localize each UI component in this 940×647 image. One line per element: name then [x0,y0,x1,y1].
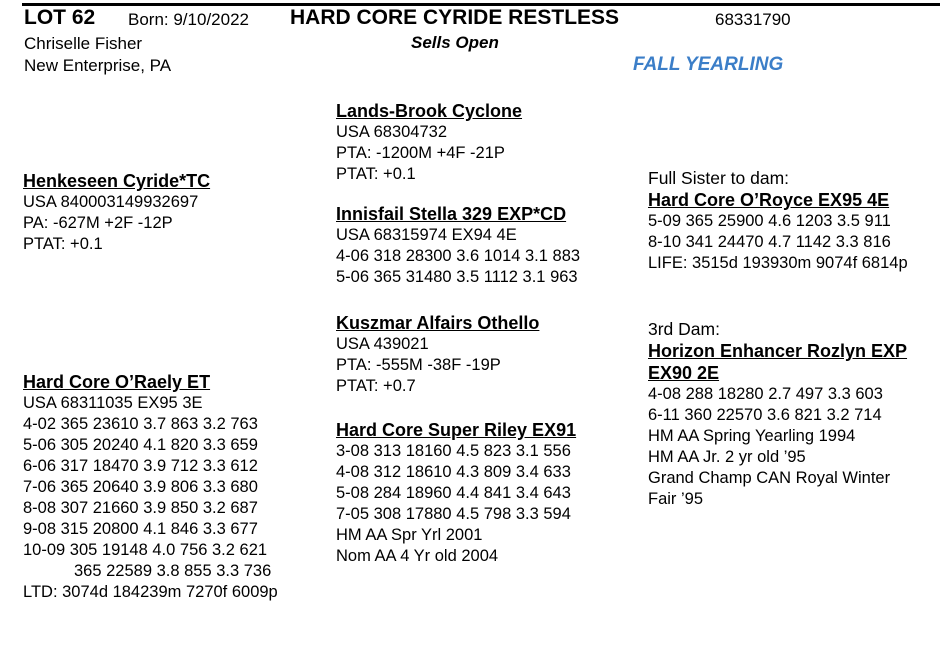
sire-line: PA: -627M +2F -12P [23,214,173,232]
category-label: FALL YEARLING [633,54,784,75]
sire-sire-name: Lands-Brook Cyclone [336,101,523,121]
animal-name-title: HARD CORE CYRIDE RESTLESS [290,6,620,29]
full-sister-name: Hard Core O’Royce EX95 4E [648,190,890,210]
dam-line: 9-08 315 20800 4.1 846 3.3 677 [23,520,258,538]
dam-line: 6-06 317 18470 3.9 712 3.3 612 [23,457,258,475]
third-dam-line: 4-08 288 18280 2.7 497 3.3 603 [648,385,883,403]
dam-line: 7-06 365 20640 3.9 806 3.3 680 [23,478,258,496]
sire-sire-line: PTA: -1200M +4F -21P [336,144,505,162]
dam-line: 4-02 365 23610 3.7 863 3.2 763 [23,415,258,433]
third-dam-line: 6-11 360 22570 3.6 821 3.2 714 [648,406,882,424]
breeder-info [24,33,171,77]
full-sister-block [648,168,908,274]
dam-sire-line: PTA: -555M -38F -19P [336,356,501,374]
dam-block [23,371,278,603]
sire-line: USA 840003149932697 [23,193,199,211]
birth-date: Born: 9/10/2022 [128,10,249,29]
dam-dam-name: Hard Core Super Riley EX91 [336,420,577,440]
sire-sire-block [336,100,522,185]
dam-dam-line: Nom AA 4 Yr old 2004 [336,547,499,565]
third-dam-label: 3rd Dam: [648,319,720,339]
full-sister-line: 8-10 341 24470 4.7 1142 3.3 816 [648,233,891,251]
full-sister-line: 5-09 365 25900 4.6 1203 3.5 911 [648,212,891,230]
dam-dam-line: 7-05 308 17880 4.5 798 3.3 594 [336,505,571,523]
sire-sire-line: PTAT: +0.1 [336,165,416,183]
breeder-location: New Enterprise, PA [24,56,172,75]
breeder-name: Chriselle Fisher [24,34,143,53]
lot-number: LOT 62 [24,6,96,29]
dam-line: 5-06 305 20240 4.1 820 3.3 659 [23,436,258,454]
third-dam-line: HM AA Jr. 2 yr old ’95 [648,448,806,466]
sire-sire-line: USA 68304732 [336,123,448,141]
sire-dam-block [336,203,580,288]
full-sister-label: Full Sister to dam: [648,168,790,188]
third-dam-name-cont: EX90 2E [648,363,720,383]
registration-number: 68331790 [715,10,791,29]
sire-dam-line: 4-06 318 28300 3.6 1014 3.1 883 [336,247,581,265]
sire-name: Henkeseen Cyride*TC [23,171,211,191]
third-dam-line: Fair ’95 [648,490,704,508]
dam-dam-block [336,419,576,567]
dam-sire-line: PTAT: +0.7 [336,377,416,395]
dam-dam-line: 5-08 284 18960 4.4 841 3.4 643 [336,484,571,502]
dam-line-indented: 365 22589 3.8 855 3.3 736 [74,562,272,580]
third-dam-line: Grand Champ CAN Royal Winter [648,469,891,487]
sire-dam-line: 5-06 365 31480 3.5 1112 3.1 963 [336,268,578,286]
dam-name: Hard Core O’Raely ET [23,372,211,392]
sire-dam-name: Innisfail Stella 329 EXP*CD [336,204,567,224]
dam-lifetime: LTD: 3074d 184239m 7270f 6009p [23,583,278,601]
dam-line: USA 68311035 EX95 3E [23,394,203,412]
third-dam-line: HM AA Spring Yearling 1994 [648,427,856,445]
sire-block [23,170,210,255]
dam-dam-line: 3-08 313 18160 4.5 823 3.1 556 [336,442,571,460]
full-sister-line: LIFE: 3515d 193930m 9074f 6814p [648,254,908,272]
sells-status: Sells Open [411,33,499,52]
dam-sire-name: Kuszmar Alfairs Othello [336,313,540,333]
sire-dam-line: USA 68315974 EX94 4E [336,226,517,244]
third-dam-block [648,319,907,510]
dam-line: 8-08 307 21660 3.9 850 3.2 687 [23,499,258,517]
third-dam-name: Horizon Enhancer Rozlyn EXP [648,341,908,361]
dam-line: 10-09 305 19148 4.0 756 3.2 621 [23,541,268,559]
dam-dam-line: 4-08 312 18610 4.3 809 3.4 633 [336,463,571,481]
dam-sire-block [336,312,539,397]
dam-sire-line: USA 439021 [336,335,429,353]
dam-dam-line: HM AA Spr Yrl 2001 [336,526,483,544]
sire-line: PTAT: +0.1 [23,235,103,253]
